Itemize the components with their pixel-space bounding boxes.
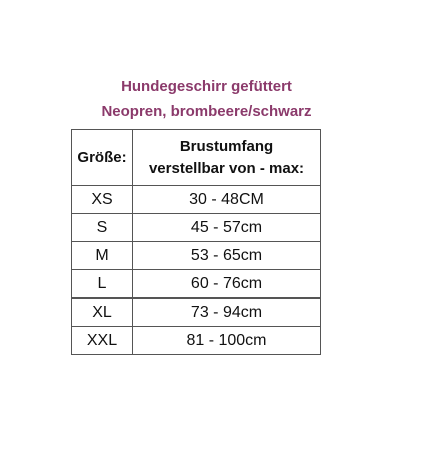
range-cell: 53 - 65cm <box>133 242 321 270</box>
table-row <box>72 242 321 270</box>
table-row <box>72 298 321 327</box>
range-cell: 45 - 57cm <box>133 214 321 242</box>
table-row <box>72 270 321 299</box>
range-cell: 81 - 100cm <box>133 327 321 355</box>
table-row <box>72 186 321 214</box>
table-header-row <box>72 130 321 186</box>
chest-header-line-1: Brustumfang <box>179 137 274 155</box>
size-cell: M <box>72 242 133 270</box>
chest-header-line-2: verstellbar von - max: <box>148 159 305 177</box>
size-cell: XL <box>72 298 133 327</box>
product-title-line-1: Hundegeschirr gefüttert <box>121 78 292 95</box>
size-column-header: Größe: <box>72 130 133 186</box>
product-title-line-2: Neopren, brombeere/schwarz <box>101 103 312 120</box>
range-cell: 30 - 48CM <box>133 186 321 214</box>
table-row <box>72 327 321 355</box>
size-cell: XS <box>72 186 133 214</box>
size-cell: S <box>72 214 133 242</box>
chest-column-header <box>133 130 321 186</box>
size-cell: XXL <box>72 327 133 355</box>
size-chart-table <box>71 129 321 355</box>
table-row <box>72 214 321 242</box>
range-cell: 73 - 94cm <box>133 298 321 327</box>
size-cell: L <box>72 270 133 299</box>
range-cell: 60 - 76cm <box>133 270 321 299</box>
